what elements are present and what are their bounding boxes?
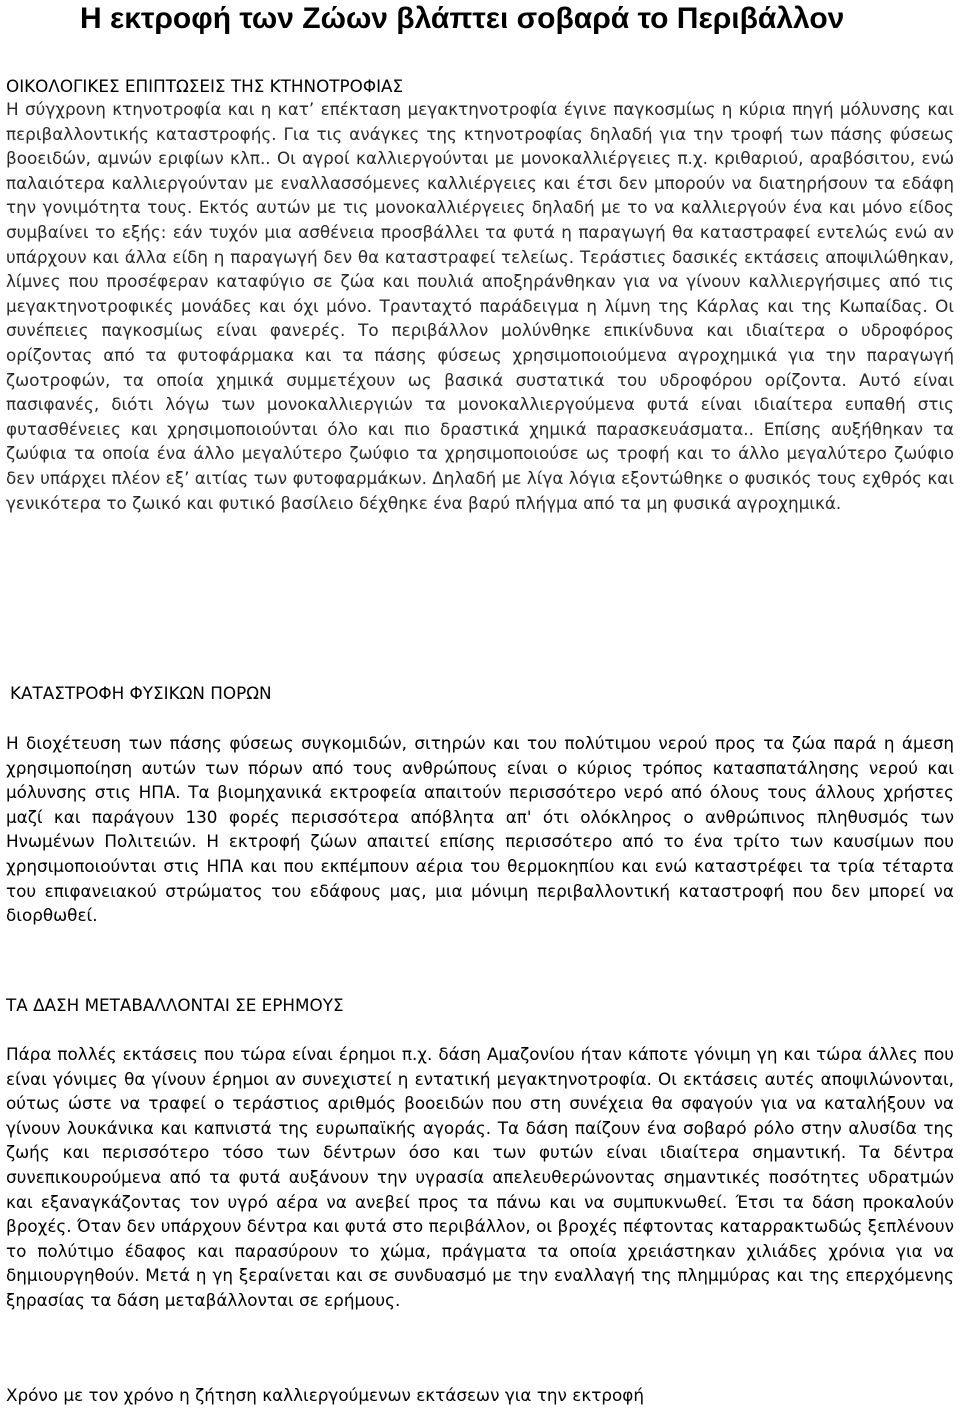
section-heading-ecological-impact: ΟΙΚΟΛΟΓΙΚΕΣ ΕΠΙΠΤΩΣΕΙΣ ΤΗΣ ΚΤΗΝΟΤΡΟΦΙΑΣ bbox=[6, 76, 404, 96]
section-heading-forests-deserts: ΤΑ ΔΑΣΗ ΜΕΤΑΒΑΛΛΟΝΤΑΙ ΣΕ ΕΡΗΜΟΥΣ bbox=[6, 995, 344, 1015]
document-title: Η εκτροφή των Ζώων βλάπτει σοβαρά το Περιβάλλον bbox=[80, 2, 845, 35]
section-paragraph-forests-deserts: Πάρα πολλές εκτάσεις που τώρα είναι έρημοι π.χ. δάση Αμαζονίου ήταν κάποτε γόνιμη γη και τώρα άλλες που είναι γόνιμες θα γίνουν έρημοι αν συνεχιστεί η εντατική μεγακτηνοτροφία. Οι εκτάσεις αυτές αποψιλώνονται, ούτως ώστε να τραφεί ο τεράστιος αριθμός βοοειδών που στη συνέχεια θα σφαγούν για να καταλήξουν να γίνουν λουκάνικα και καπνιστά της ευρωπαϊκής αγοράς. Τα δάση παίζουν ένα σοβαρό ρόλο στην αλυσίδα της ζωής και περισσότερο τόσο των δέντρων όσο και των φυτών είναι ιδιαίτερα σημαντική. Τα δέντρα συνεπικουρούμενα από τα φυτά αυξάνουν την υγρασία απελευθερώνοντας σημαντικές ποσότητες υδρατμών και εξαναγκάζοντας τον υγρό αέρα να ανεβεί προς τα πάνω και να συμπυκνωθεί. Έτσι τα δάση προκαλούν βροχές. Όταν δεν υπάρχουν δέντρα και φυτά στο περιβάλλον, οι βροχές πέφτοντας καταρρακτωδώς ξεπλένουν το πολύτιμο έδαφος και παρασύρουν το χώμα, πράγματα τα οποία χρειάστηκαν χιλιάδες χρόνια για να δημιουργηθούν. Μετά η γη ξεραίνεται και σε συνδυασμό με την εναλλαγή της πλημμύρας και της επερχόμενης ξηρασίας τα δάση μεταβάλλονται σε ερήμους. bbox=[6, 1044, 954, 1310]
section-heading-natural-resources: ΚΑΤΑΣΤΡΟΦΗ ΦΥΣΙΚΩΝ ΠΟΡΩΝ bbox=[10, 683, 272, 703]
section-paragraph-continuation: Χρόνο με τον χρόνο η ζήτηση καλλιεργούμενων εκτάσεων για την εκτροφή bbox=[6, 1385, 644, 1405]
section-paragraph-natural-resources: Η διοχέτευση των πάσης φύσεως συγκομιδών, σιτηρών και του πολύτιμου νερού προς τα ζώα παρά η άμεση χρησιμοποίηση αυτών των πόρων από τους ανθρώπους είναι ο κύριος τρόπος κατασπατάλησης νερού και μόλυνσης στις ΗΠΑ. Τα βιομηχανικά εκτροφεία απαιτούν περισσότερο νερό από όλους τους άλλους χρήστες μαζί και παράγουν 130 φορές περισσότερα απόβλητα απ' ότι ολόκληρος ο ανθρώπινος πληθυσμός των Ηνωμένων Πολιτειών. Η εκτροφή ζώων απαιτεί επίσης περισσότερο από το ένα τρίτο των καυσίμων που χρησιμοποιούνται στις ΗΠΑ και που εκπέμπουν αέρια του θερμοκηπίου και ενώ καταστρέφει τα τρία τέταρτα του επιφανειακού στρώματος του εδάφους μας, μια μόνιμη περιβαλλοντική καταστροφή που δεν μπορεί να διορθωθεί. bbox=[6, 733, 954, 926]
section-paragraph-ecological-impact: Η σύγχρονη κτηνοτροφία και η κατ’ επέκταση μεγακτηνοτροφία έγινε παγκοσμίως η κύρια πηγή μόλυνσης και περιβαλλοντικής καταστροφής. Για τις ανάγκες της κτηνοτροφίας δηλαδή για την τροφή των πάσης φύσεως βοοειδών, αμνών εριφίων κλπ.. Οι αγροί καλλιεργούνται με μονοκαλλιέργειες π.χ. κριθαριού, αραβόσιτου, ενώ παλαιότερα καλλιεργούνταν με εναλλασσόμενες καλλιέργειες και έτσι δεν μπορούν να διατηρήσουν τα εδάφη την γονιμότητα τους. Εκτός αυτών με τις μονοκαλλιέργειες δηλαδή με το να καλλιεργούν ένα και μόνο είδος συμβαίνει το εξής: εάν τυχόν μια ασθένεια προσβάλλει τα φυτά η παραγωγή θα καταστραφεί εντελώς ενώ αν υπάρχουν και άλλα είδη η παραγωγή δεν θα καταστραφεί τελείως. Τεράστιες δασικές εκτάσεις αποψιλώθηκαν, λίμνες που προσέφεραν καταφύγιο σε ζώα και πουλιά αποξηράνθηκαν για να γίνουν καλλιεργήσιμες από τις μεγακτηνοτροφικές μονάδες και όχι μόνο. Τρανταχτό παράδειγμα η λίμνη της Κάρλας και της Κωπαίδας. Οι συνέπειες παγκοσμίως είναι φανερές. Το περιβάλλον μολύνθηκε επικίνδυνα και ιδιαίτερα ο υδροφόρος ορίζοντας από τα φυτοφάρμακα και τα πάσης φύσεως χρησιμοποιούμενα αγροχημικά για την παραγωγή ζωοτροφών, τα οποία χημικά συμμετέχουν ως βασικά συστατικά του υδροφόρου ορίζοντα. Αυτό είναι πασιφανές, διότι λόγω των μονοκαλλιεργιών τα μονοκαλλιεργούμενα φυτά είναι ιδιαίτερα ευπαθή στις φυτασθένειες και χρησιμοποιούνται όλο και πιο δραστικά χημικά παρασκευάσματα.. Επίσης αυξήθηκαν τα ζωύφια τα οποία ένα άλλο μεγαλύτερο ζωύφιο τα χρησιμοποιούσε ως τροφή και το άλλο μεγαλύτερο ζωύφιο δεν υπάρχει πλέον εξ’ αιτίας των φυτοφαρμάκων. Δηλαδή με λίγα λόγια εξοντώθηκε ο φυσικός τους εχθρός και γενικότερα το ζωικό και φυτικό βασίλειο δέχθηκε ένα βαρύ πλήγμα από τα μη φυσικά αγροχημικά. bbox=[6, 99, 954, 513]
